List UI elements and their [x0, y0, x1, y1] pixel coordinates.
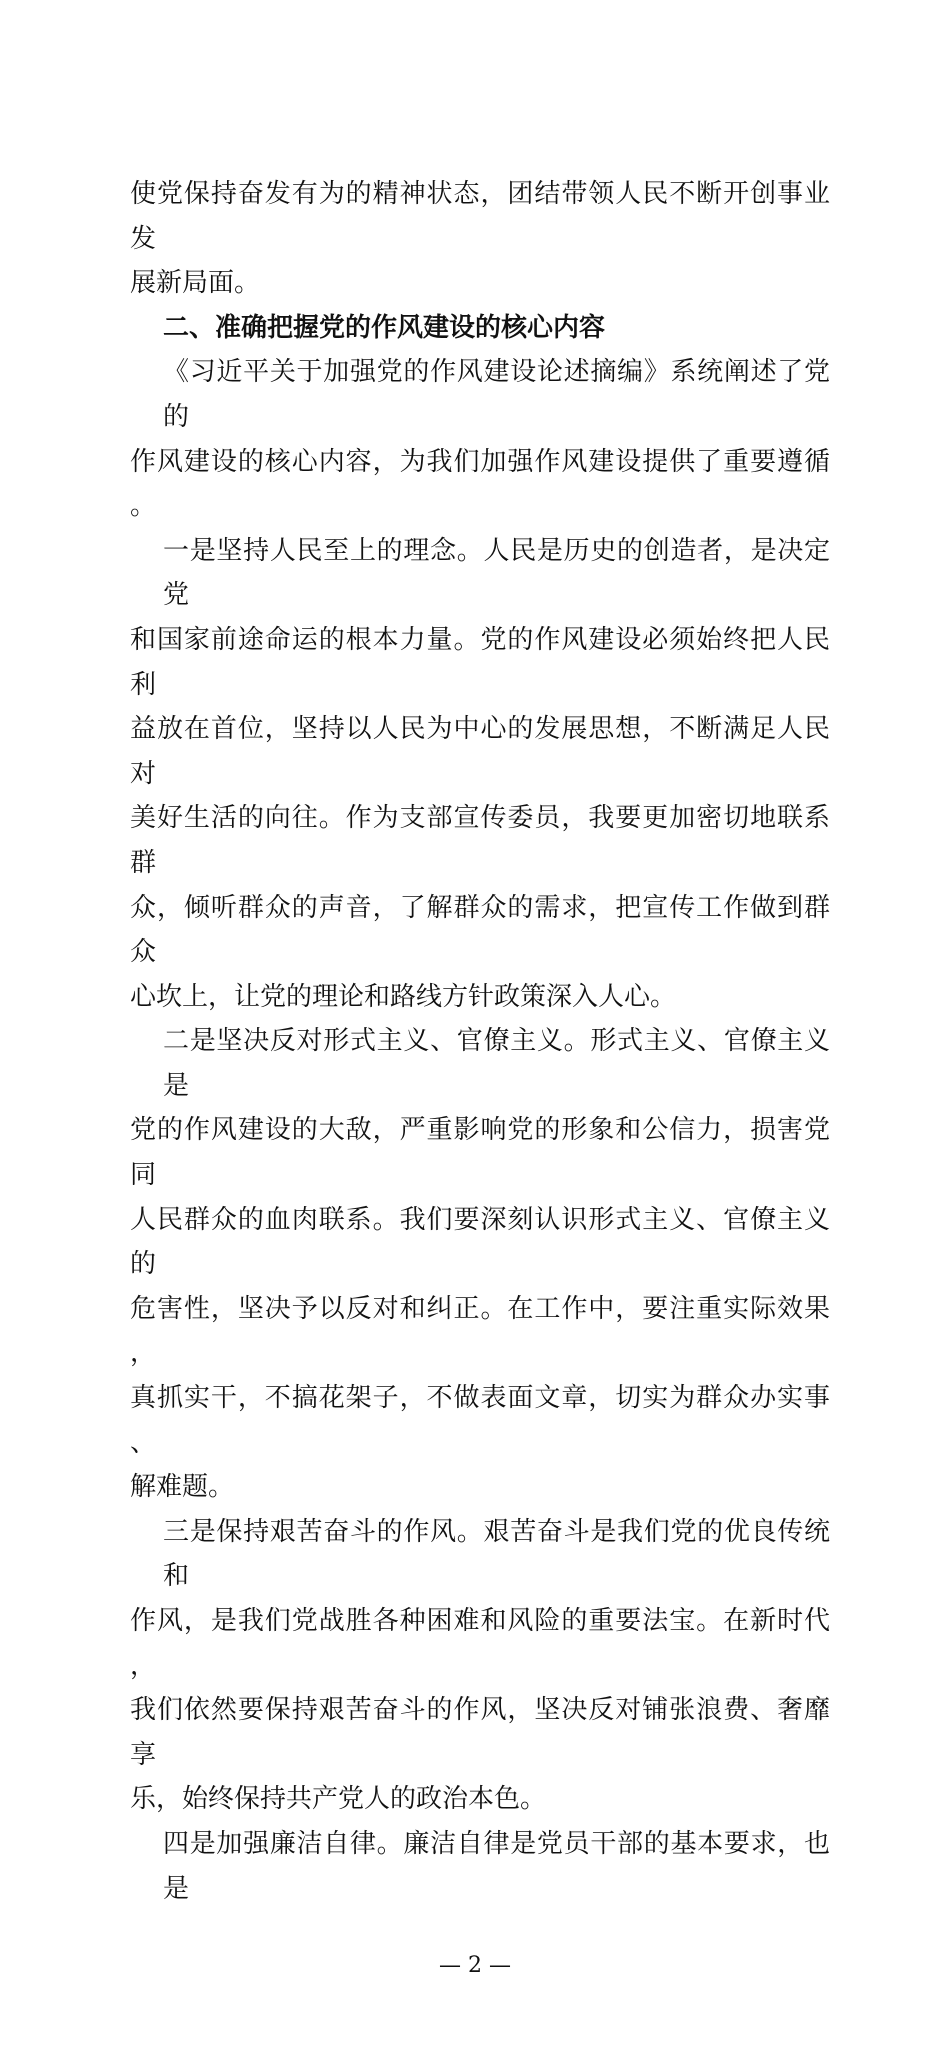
- text-line: 三是保持艰苦奋斗的作风。艰苦奋斗是我们党的优良传统和: [163, 1516, 830, 1592]
- text-line: 我们依然要保持艰苦奋斗的作风，坚决反对铺张浪费、奢靡享: [130, 1695, 830, 1770]
- text-line: 和国家前途命运的根本力量。党的作风建设必须始终把人民利: [130, 624, 830, 700]
- text-line: 心坎上，让党的理论和路线方针政策深入人心。: [130, 981, 677, 1012]
- text-line: 作风，是我们党战胜各种困难和风险的重要法宝。在新时代，: [130, 1606, 830, 1681]
- document-body: [130, 172, 830, 1911]
- text-line: 作风建设的核心内容，为我们加强作风建设提供了重要遵循。: [130, 446, 830, 522]
- text-line: 乐，始终保持共产党人的政治本色。: [130, 1784, 547, 1815]
- text-line: 四是加强廉洁自律。廉洁自律是党员干部的基本要求，也是: [163, 1828, 830, 1904]
- text-line: 一是坚持人民至上的理念。人民是历史的创造者，是决定党: [163, 535, 830, 611]
- text-line: 危害性，坚决予以反对和纠正。在工作中，要注重实际效果，: [130, 1293, 830, 1369]
- page-number: — 2 —: [439, 1953, 511, 1979]
- text-line: 二是坚决反对形式主义、官僚主义。形式主义、官僚主义是: [163, 1026, 830, 1101]
- text-line: 众，倾听群众的声音，了解群众的需求，把宣传工作做到群众: [130, 892, 830, 968]
- text-line: 展新局面。: [130, 268, 261, 299]
- text-line: 党的作风建设的大敌，严重影响党的形象和公信力，损害党同: [130, 1115, 830, 1191]
- section-heading: 二、准确把握党的作风建设的核心内容: [163, 312, 606, 343]
- text-line: 益放在首位，坚持以人民为中心的发展思想，不断满足人民对: [130, 714, 830, 789]
- text-line: 《习近平关于加强党的作风建设论述摘编》系统阐述了党的: [163, 357, 830, 432]
- text-line: 人民群众的血肉联系。我们要深刻认识形式主义、官僚主义的: [130, 1204, 830, 1280]
- text-line: 使党保持奋发有为的精神状态，团结带领人民不断开创事业发: [130, 179, 830, 254]
- text-line: 真抓实干，不搞花架子，不做表面文章，切实为群众办实事、: [130, 1383, 830, 1458]
- text-line: 美好生活的向往。作为支部宣传委员，我要更加密切地联系群: [130, 803, 830, 878]
- text-line: 解难题。: [130, 1472, 235, 1503]
